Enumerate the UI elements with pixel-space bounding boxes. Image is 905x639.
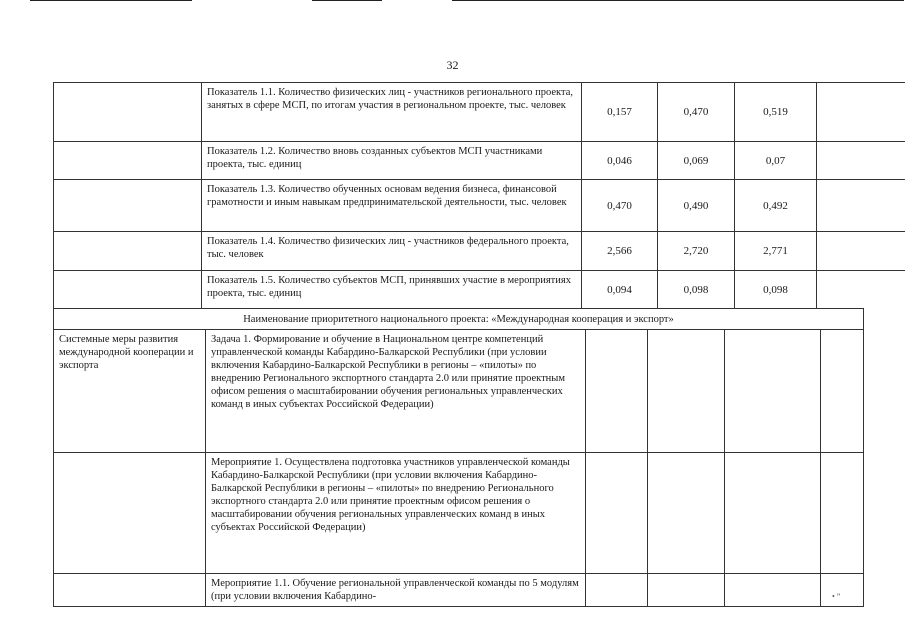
value-cell: 0,07 bbox=[734, 141, 816, 179]
empty-cell bbox=[647, 329, 724, 452]
page-number: 32 bbox=[446, 58, 459, 72]
empty-cell bbox=[816, 141, 905, 179]
empty-cell bbox=[820, 573, 864, 607]
indicator-label: Показатель 1.1. Количество физических лиц - участников регионального проекта, занятых в сфере МСП, по итогам участия в региональном проекте, тыс. человек bbox=[201, 82, 581, 141]
empty-cell bbox=[816, 231, 905, 270]
empty-cell bbox=[585, 573, 647, 607]
table-row bbox=[53, 231, 864, 270]
value-cell: 0,492 bbox=[734, 179, 816, 231]
table-row bbox=[53, 329, 864, 452]
table-row bbox=[53, 82, 864, 141]
section-header: Наименование приоритетного национального проекта: «Международная кооперация и экспорт» bbox=[53, 308, 864, 329]
indicator-label: Показатель 1.2. Количество вновь созданных субъектов МСП участниками проекта, тыс. единиц bbox=[201, 141, 581, 179]
indicator-label: Показатель 1.4. Количество физических лиц - участников федерального проекта, тыс. человек bbox=[201, 231, 581, 270]
table-row bbox=[53, 270, 864, 308]
table-row bbox=[53, 179, 864, 231]
empty-cell bbox=[724, 329, 820, 452]
empty-cell bbox=[724, 452, 820, 573]
scan-marks: • ” bbox=[832, 592, 841, 601]
value-cell: 0,519 bbox=[734, 82, 816, 141]
table-row bbox=[53, 452, 864, 573]
category-cell bbox=[53, 82, 201, 141]
value-cell: 2,566 bbox=[581, 231, 657, 270]
value-cell: 0,098 bbox=[657, 270, 734, 308]
empty-cell bbox=[816, 82, 905, 141]
value-cell: 0,490 bbox=[657, 179, 734, 231]
empty-cell bbox=[820, 452, 864, 573]
task-text: Задача 1. Формирование и обучение в Национальном центре компетенций управленческой команды Кабардино-Балкарской Республики (при условии включения Кабардино-Балкарской Республики в регионы – «пилоты» по внедрению Регионального экспортного стандарта 2.0 или принятие проектным офисом решения о масштабировании обучения региональных управленческих команд в иных субъектах Российской Федерации) bbox=[205, 329, 585, 452]
category-cell bbox=[53, 452, 205, 573]
category-cell bbox=[53, 179, 201, 231]
empty-cell bbox=[820, 329, 864, 452]
top-rule bbox=[452, 0, 904, 1]
activity-text: Мероприятие 1. Осуществлена подготовка участников управленческой команды Кабардино-Балкарской Республики (при условии включения Кабардино-Балкарской Республики в регионы – «пилоты» по внедрению Регионального экспортного стандарта 2.0 или принятие проектным офисом решения о масштабировании обучения региональных управленческих команд в иных субъектах Российской Федерации) bbox=[205, 452, 585, 573]
value-cell: 0,098 bbox=[734, 270, 816, 308]
category-cell bbox=[53, 231, 201, 270]
value-cell: 2,720 bbox=[657, 231, 734, 270]
empty-cell bbox=[647, 573, 724, 607]
category-cell bbox=[53, 270, 201, 308]
section-row bbox=[53, 308, 864, 329]
activity-text: Мероприятие 1.1. Обучение региональной управленческой команды по 5 модулям (при условии включения Кабардино- bbox=[205, 573, 585, 607]
value-cell: 0,046 bbox=[581, 141, 657, 179]
empty-cell bbox=[647, 452, 724, 573]
category-cell: Системные меры развития международной кооперации и экспорта bbox=[53, 329, 205, 452]
empty-cell bbox=[724, 573, 820, 607]
empty-cell bbox=[585, 329, 647, 452]
category-cell bbox=[53, 141, 201, 179]
value-cell: 0,470 bbox=[581, 179, 657, 231]
value-cell: 0,157 bbox=[581, 82, 657, 141]
empty-cell bbox=[585, 452, 647, 573]
value-cell: 0,069 bbox=[657, 141, 734, 179]
indicator-label: Показатель 1.3. Количество обученных основам ведения бизнеса, финансовой грамотности и иным навыкам предпринимательской деятельности, тыс. человек bbox=[201, 179, 581, 231]
value-cell: 0,094 bbox=[581, 270, 657, 308]
empty-cell bbox=[816, 179, 905, 231]
top-rule bbox=[30, 0, 192, 1]
table-row bbox=[53, 573, 864, 607]
category-cell bbox=[53, 573, 205, 607]
table-row bbox=[53, 141, 864, 179]
indicator-label: Показатель 1.5. Количество субъектов МСП, принявших участие в мероприятиях проекта, тыс. единиц bbox=[201, 270, 581, 308]
top-rule bbox=[312, 0, 382, 1]
empty-cell bbox=[816, 270, 905, 308]
value-cell: 2,771 bbox=[734, 231, 816, 270]
value-cell: 0,470 bbox=[657, 82, 734, 141]
